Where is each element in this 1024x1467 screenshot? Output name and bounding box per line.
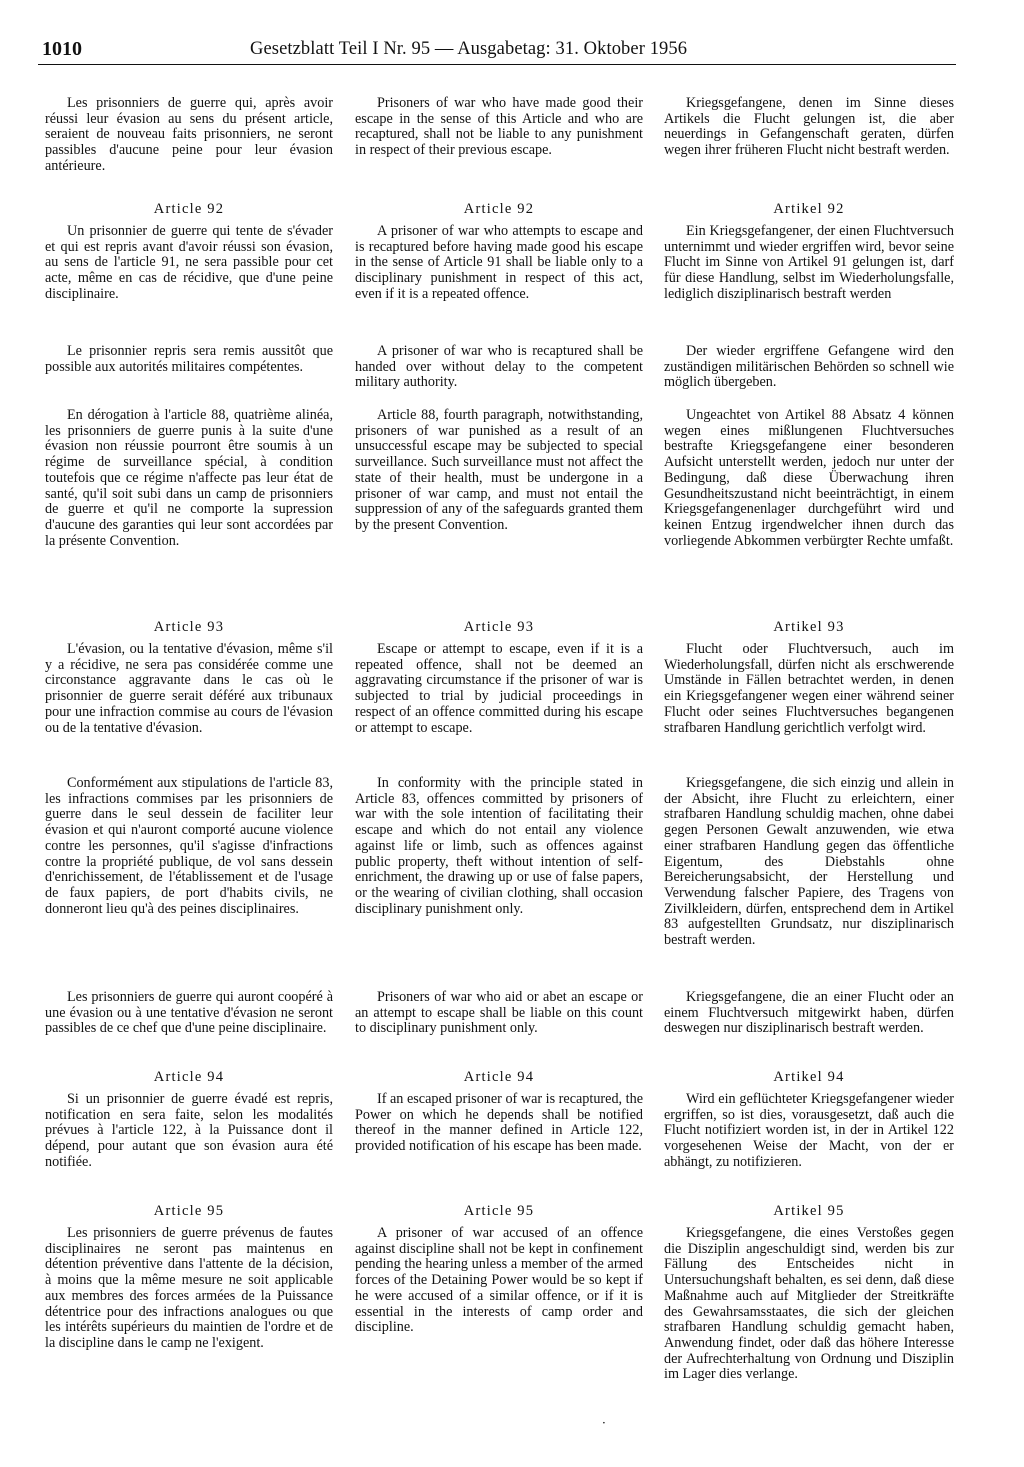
fr-art92-p1: Un prisonnier de guerre qui tente de s'évader et qui est repris avant d'avoir réussi son évasion, au sens de l'article 91, ne sera passible pour cet acte, même en cas de récidive, que d'une peine disciplinaire. [45, 223, 333, 302]
en-art94-p1: If an escaped prisoner of war is recaptured, the Power on which he depends shall be notified thereof in the manner defined in Article 122, provided notification of his escape has been made. [355, 1091, 643, 1155]
print-speck: · [602, 1416, 606, 1430]
page-header [38, 30, 956, 65]
en-art93-p3: Prisoners of war who aid or abet an escape or an attempt to escape shall be liable on this count to disciplinary punishment only. [355, 989, 643, 1037]
en-art92-p2: A prisoner of war who is recaptured shall be handed over without delay to the competent military authority. [355, 343, 643, 391]
en-art93-p2: In conformity with the principle stated in Article 83, offences committed by prisoners of war with the sole intention of facilitating their escape and which do not entail any violence against life or limb, such as offences against public property, theft without intention of self-enrichment, the drawing up or use of false papers, or the wearing of civilian clothing, shall occasion disciplinary punishment only. [355, 775, 643, 917]
de-art93-heading: Artikel 93 [773, 619, 845, 635]
de-art92-heading: Artikel 92 [773, 201, 845, 217]
fr-art92-heading: Article 92 [153, 201, 225, 217]
en-art92-heading: Article 92 [463, 201, 535, 217]
de-art91-tail: Kriegsgefangene, denen im Sinne dieses Artikels die Flucht gelungen ist, die aber neuerdings in Gefangenschaft geraten, dürfen wegen ihrer früheren Flucht nicht bestraft werden. [664, 95, 954, 159]
en-art93-p1: Escape or attempt to escape, even if it is a repeated offence, shall not be deemed an aggravating circumstance if the prisoner of war is subjected to trial by judicial proceedings in respect of an offence committed during his escape or attempt to escape. [355, 641, 643, 736]
de-art94-heading: Artikel 94 [773, 1069, 845, 1085]
fr-art94-heading: Article 94 [153, 1069, 225, 1085]
fr-art91-tail: Les prisonniers de guerre qui, après avoir réussi leur évasion au sens du présent article, seraient de nouveau faits prisonniers, ne seront passibles d'aucune peine pour leur évasion antérieure. [45, 95, 333, 174]
de-art93-p3: Kriegsgefangene, die an einer Flucht oder an einem Fluchtversuch mitgewirkt haben, dürfen deswegen nur disziplinarisch bestraft werden. [664, 989, 954, 1037]
de-art95-heading: Artikel 95 [773, 1203, 845, 1219]
en-art93-heading: Article 93 [463, 619, 535, 635]
fr-art95-heading: Article 95 [153, 1203, 225, 1219]
de-art92-p1: Ein Kriegsgefangener, der einen Fluchtversuch unternimmt und wieder ergriffen wird, bevor seine Flucht im Sinne von Artikel 91 gelungen ist, darf für diese Handlung, selbst im Wiederholungsfalle, lediglich disziplinarisch bestraft werden [664, 223, 954, 302]
fr-art93-heading: Article 93 [153, 619, 225, 635]
page-number: 1010 [42, 38, 82, 60]
de-art93-p2: Kriegsgefangene, die sich einzig und allein in der Absicht, ihre Flucht zu erleichtern, einer strafbaren Handlung schuldig machen, ohne dabei gegen Personen Gewalt anzuwenden, wie etwa einer strafbaren Handlung gegen das öffentliche Eigentum, des Diebstahls ohne Bereicherungsabsicht, der Herstellung und Verwendung falscher Papiere, des Tragens von Zivilkleidern, dürfen, entsprechend dem in Artikel 83 aufgestellten Grundsatz, nur disziplinarisch bestraft werden. [664, 775, 954, 949]
de-art92-p3: Ungeachtet von Artikel 88 Absatz 4 können wegen eines mißlungenen Fluchtversuches bestrafte Kriegsgefangene einer besonderen Aufsicht unterstellt werden, jedoch nur unter der Bedingung, daß diese Überwachung ihren Gesundheitszustand nicht beeinträchtigt, in einem Kriegsgefangenenlager durchgeführt wird und keinen Entzug irgendwelcher ihnen durch das vorliegende Abkommen verbürgter Rechte umfaßt. [664, 407, 954, 549]
fr-art92-p3: En dérogation à l'article 88, quatrième alinéa, les prisonniers de guerre punis à la suite d'une évasion non réussie pourront être soumis à un régime de surveillance spécial, à condition toutefois que ce régime n'affecte pas leur état de santé, qu'il soit subi dans un camp de prisonniers de guerre et qu'il ne comporte la supression d'aucune des garanties qui leur sont accordées par la présente Convention. [45, 407, 333, 549]
fr-art92-p2: Le prisonnier repris sera remis aussitôt que possible aux autorités militaires compétentes. [45, 343, 333, 375]
de-art93-p1: Flucht oder Fluchtversuch, auch im Wiederholungsfall, dürfen nicht als erschwerende Umstände in Fällen betrachtet werden, in denen ein Kriegsgefangener wegen einer während seiner Flucht oder seines Fluchtversuches begangenen strafbaren Handlung gerichtlich verfolgt wird. [664, 641, 954, 736]
en-art92-p3: Article 88, fourth paragraph, notwithstanding, prisoners of war punished as a result of an unsuccessful escape may be subjected to special surveillance. Such surveillance must not affect the state of their health, must be undergone in a prisoner of war camp, and must not entail the suppression of any of the safeguards granted them by the present Convention. [355, 407, 643, 533]
de-art94-p1: Wird ein geflüchteter Kriegsgefangener wieder ergriffen, so ist dies, vorausgesetzt, daß auch die Flucht notifiziert worden ist, in der in Artikel 122 vorgesehenen Weise der Macht, von der er abhängt, zu notifizieren. [664, 1091, 954, 1170]
en-art95-p1: A prisoner of war accused of an offence against discipline shall not be kept in confinement pending the hearing unless a member of the armed forces of the Detaining Power would be so kept if he were accused of a similar offence, or if it is essential in the interests of camp order and discipline. [355, 1225, 643, 1336]
en-art95-heading: Article 95 [463, 1203, 535, 1219]
en-art94-heading: Article 94 [463, 1069, 535, 1085]
fr-art93-p1: L'évasion, ou la tentative d'évasion, même s'il y a récidive, ne sera pas considérée comme une circonstance aggravante dans le cas où le prisonnier de guerre serait déféré aux tribunaux pour une infraction commise au cours de l'évasion ou de la tentative d'évasion. [45, 641, 333, 736]
en-art92-p1: A prisoner of war who attempts to escape and is recaptured before having made good his escape in the sense of Article 91 shall be liable only to a disciplinary punishment in respect of this act, even if it is a repeated offence. [355, 223, 643, 302]
fr-art94-p1: Si un prisonnier de guerre évadé est repris, notification en sera faite, selon les modalités prévues à l'article 122, à la Puissance dont il dépend, pour autant que son évasion aura été notifiée. [45, 1091, 333, 1170]
running-title: Gesetzblatt Teil I Nr. 95 — Ausgabetag: 31. Oktober 1956 [250, 39, 688, 59]
de-art92-p2: Der wieder ergriffene Gefangene wird den zuständigen militärischen Behörden so schnell wie möglich übergeben. [664, 343, 954, 391]
en-art91-tail: Prisoners of war who have made good their escape in the sense of this Article and who are recaptured, shall not be liable to any punishment in respect of their previous escape. [355, 95, 643, 159]
fr-art93-p3: Les prisonniers de guerre qui auront coopéré à une évasion ou à une tentative d'évasion ne seront passibles de ce chef que d'une peine disciplinaire. [45, 989, 333, 1037]
de-art95-p1: Kriegsgefangene, die eines Verstoßes gegen die Disziplin angeschuldigt sind, werden bis zur Fällung des Entscheides nicht in Untersuchungshaft behalten, es sei denn, daß diese Maßnahme auch auf Mitglieder der Streitkräfte des Gewahrsamsstaates, die sich der gleichen strafbaren Handlung schuldig gemacht haben, Anwendung findet, oder daß das höhere Interesse der Aufrechterhaltung von Ordnung und Disziplin im Lager dies verlange. [664, 1225, 954, 1383]
fr-art95-p1: Les prisonniers de guerre prévenus de fautes disciplinaires ne seront pas maintenus en détention préventive dans l'attente de la décision, à moins que la même mesure ne soit applicable aux membres des forces armées de la Puissance détentrice pour des infractions analogues ou que les intérêts supérieurs du maintien de l'ordre et de la discipline dans le camp ne l'exigent. [45, 1225, 333, 1351]
fr-art93-p2: Conformément aux stipulations de l'article 83, les infractions commises par les prisonniers de guerre dans le seul dessein de faciliter leur évasion et qui n'auront comporté aucune violence contre les personnes, qu'il s'agisse d'infractions contre la propriété publique, de vol sans dessein d'enrichissement, de l'établissement et de l'usage de faux papiers, de port d'habits civils, ne donneront lieu qu'à des peines disciplinaires. [45, 775, 333, 917]
